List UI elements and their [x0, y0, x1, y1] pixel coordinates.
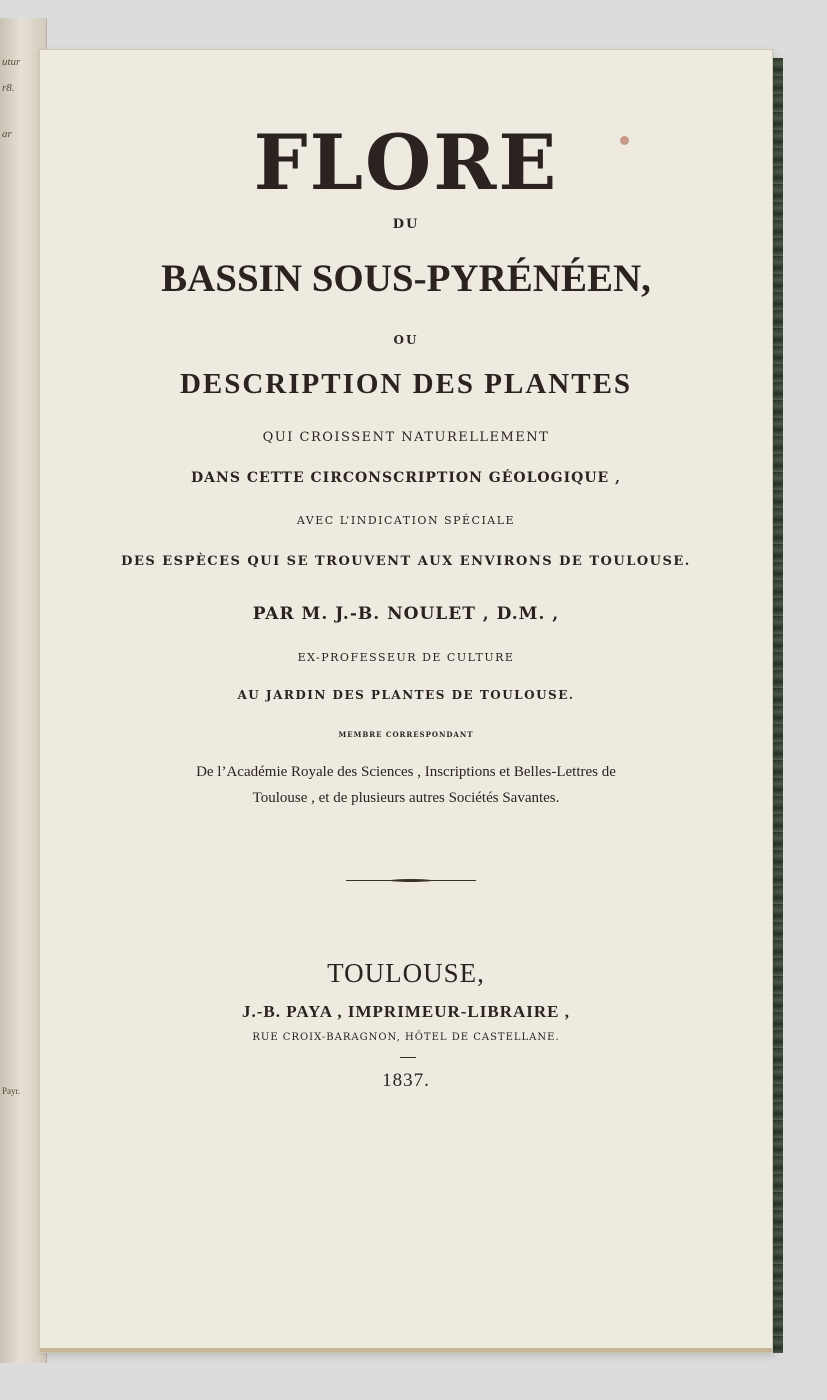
imprint-year: 1837. — [382, 1070, 430, 1091]
subtitle: BASSIN SOUS-PYRÉNÉEN, — [161, 257, 651, 300]
description-line: QUI CROISSENT NATURELLEMENT — [262, 430, 550, 445]
title-page — [40, 50, 772, 1352]
author-line: PAR M. J.-B. NOULET , D.M. , — [252, 604, 560, 624]
description-line: AVEC L’INDICATION SPÉCIALE — [296, 514, 516, 527]
imprint-publisher: J.-B. PAYA , IMPRIMEUR-LIBRAIRE , — [241, 1002, 570, 1021]
imprint-city: TOULOUSE, — [327, 958, 485, 988]
margin-note: utur — [2, 56, 21, 68]
author-role: EX-PROFESSEUR DE CULTURE — [297, 651, 515, 664]
margin-note: r8. — [2, 82, 15, 94]
description-line: DES ESPÈCES QUI SE TROUVENT AUX ENVIRONS DE TOULOUSE. — [121, 554, 691, 569]
margin-note: Payr. — [2, 1086, 21, 1096]
title-connector: DU — [392, 217, 420, 232]
academy-line: Toulouse , et de plusieurs autres Sociétés Savantes. — [252, 790, 560, 806]
description-heading: DESCRIPTION DES PLANTES — [179, 368, 633, 400]
description-line: DANS CETTE CIRCONSCRIPTION GÉOLOGIQUE , — [191, 470, 621, 486]
author-role: AU JARDIN DES PLANTES DE TOULOUSE. — [237, 688, 575, 702]
margin-note: ar — [2, 128, 12, 140]
academy-line: De l’Académie Royale des Sciences , Inscriptions et Belles-Lettres de — [196, 764, 616, 780]
title-connector: OU — [393, 333, 419, 347]
ornamental-rule — [346, 878, 476, 884]
author-role: MEMBRE CORRESPONDANT — [338, 730, 474, 739]
imprint-address: RUE CROIX-BARAGNON, HÔTEL DE CASTELLANE. — [252, 1032, 560, 1043]
main-title: FLORE — [253, 118, 559, 207]
short-rule — [400, 1057, 416, 1058]
